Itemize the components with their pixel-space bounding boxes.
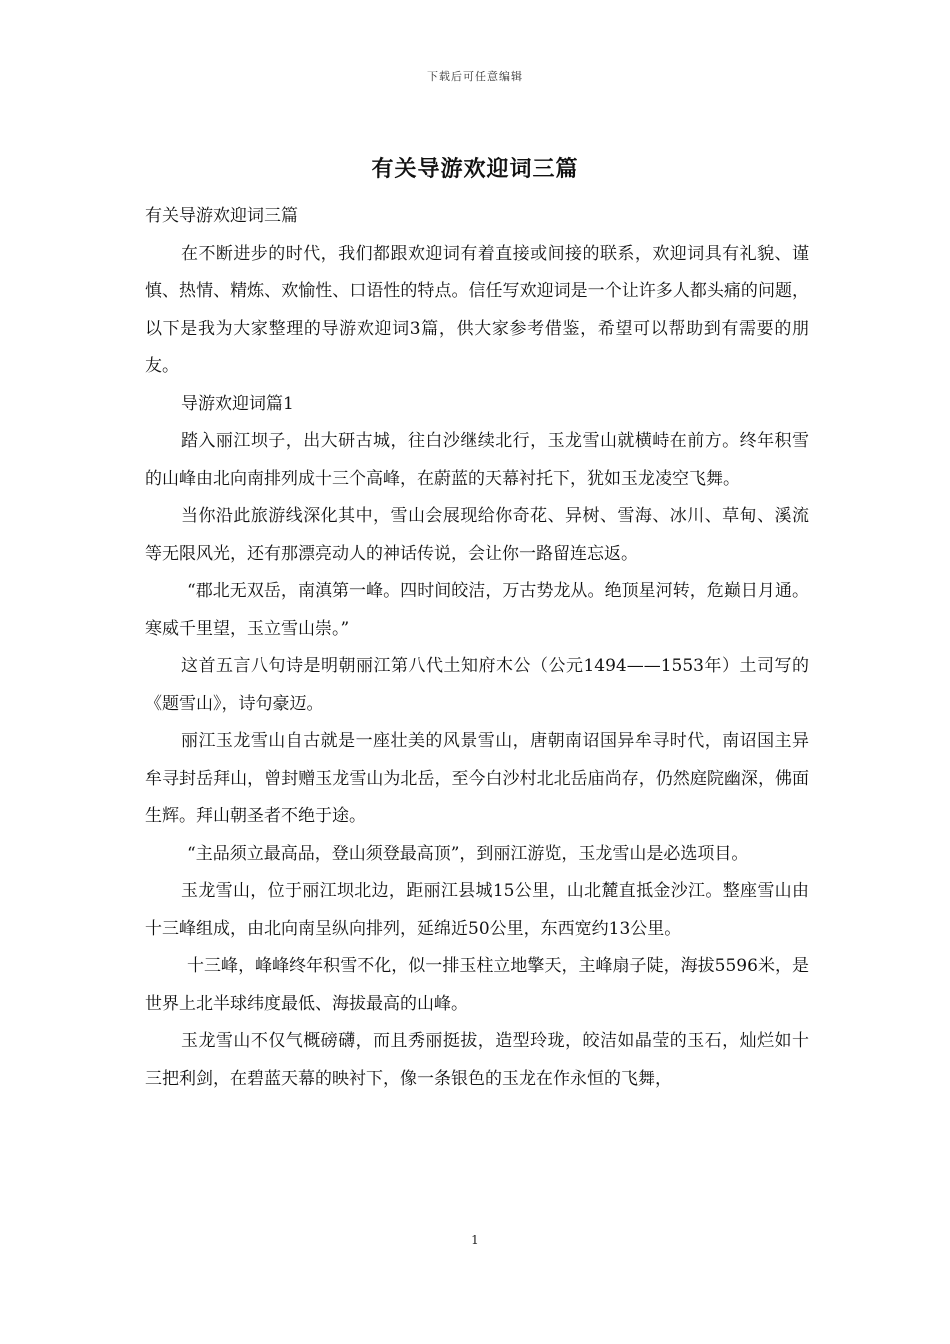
poem-quote: “郡北无双岳，南滇第一峰。四时间皎洁，万古势龙从。绝顶星河转，危巅日月通。寒威千里望，玉立雪山崇。” (145, 581, 809, 639)
body-paragraph: 踏入丽江坝子，出大研古城，往白沙继续北行，玉龙雪山就横峙在前方。终年积雪的山峰由北向南排列成十三个高峰，在蔚蓝的天幕衬托下，犹如玉龙凌空飞舞。 (145, 431, 809, 489)
body-paragraph: 当你沿此旅游线深化其中，雪山会展现给你奇花、异树、雪海、冰川、草甸、溪流等无限风光，还有那漂亮动人的神话传说，会让你一路留连忘返。 (145, 506, 809, 564)
body-paragraph: 玉龙雪山不仅气概磅礴，而且秀丽挺拔，造型玲珑，皎洁如晶莹的玉石，灿烂如十三把利剑，在碧蓝天幕的映衬下，像一条银色的玉龙在作永恒的飞舞， (145, 1031, 809, 1089)
document-title: 有关导游欢迎词三篇 (371, 156, 579, 182)
header-note: 下载后可任意编辑 (427, 70, 523, 83)
body-paragraph: “主品须立最高品，登山须登最高顶”，到丽江游览，玉龙雪山是必选项目。 (187, 843, 749, 864)
body-paragraph: 这首五言八句诗是明朝丽江第八代土知府木公（公元1494——1553年）土司写的《题雪山》，诗句豪迈。 (145, 656, 809, 714)
document-body (145, 198, 809, 1098)
page-number: 1 (471, 1233, 479, 1247)
body-paragraph: 丽江玉龙雪山自古就是一座壮美的风景雪山，唐朝南诏国异牟寻时代，南诏国主异牟寻封岳拜山，曾封赠玉龙雪山为北岳，至今白沙村北北岳庙尚存，仍然庭院幽深，佛面生辉。拜山朝圣者不绝于途。 (145, 731, 809, 826)
section-heading: 导游欢迎词篇1 (181, 393, 294, 414)
body-paragraph: 十三峰，峰峰终年积雪不化，似一排玉柱立地擎天，主峰扇子陡，海拔5596米，是世界上北半球纬度最低、海拔最高的山峰。 (145, 956, 809, 1014)
body-paragraph: 在不断进步的时代，我们都跟欢迎词有着直接或间接的联系，欢迎词具有礼貌、谨慎、热情、精炼、欢愉性、口语性的特点。信任写欢迎词是一个让许多人都头痛的问题，以下是我为大家整理的导游欢迎词3篇，供大家参考借鉴，希望可以帮助到有需要的朋友。 (145, 243, 809, 376)
document-subtitle: 有关导游欢迎词三篇 (145, 206, 298, 226)
body-paragraph: 玉龙雪山，位于丽江坝北边，距丽江县城15公里，山北麓直抵金沙江。整座雪山由十三峰组成，由北向南呈纵向排列，延绵近50公里，东西宽约13公里。 (145, 881, 809, 939)
